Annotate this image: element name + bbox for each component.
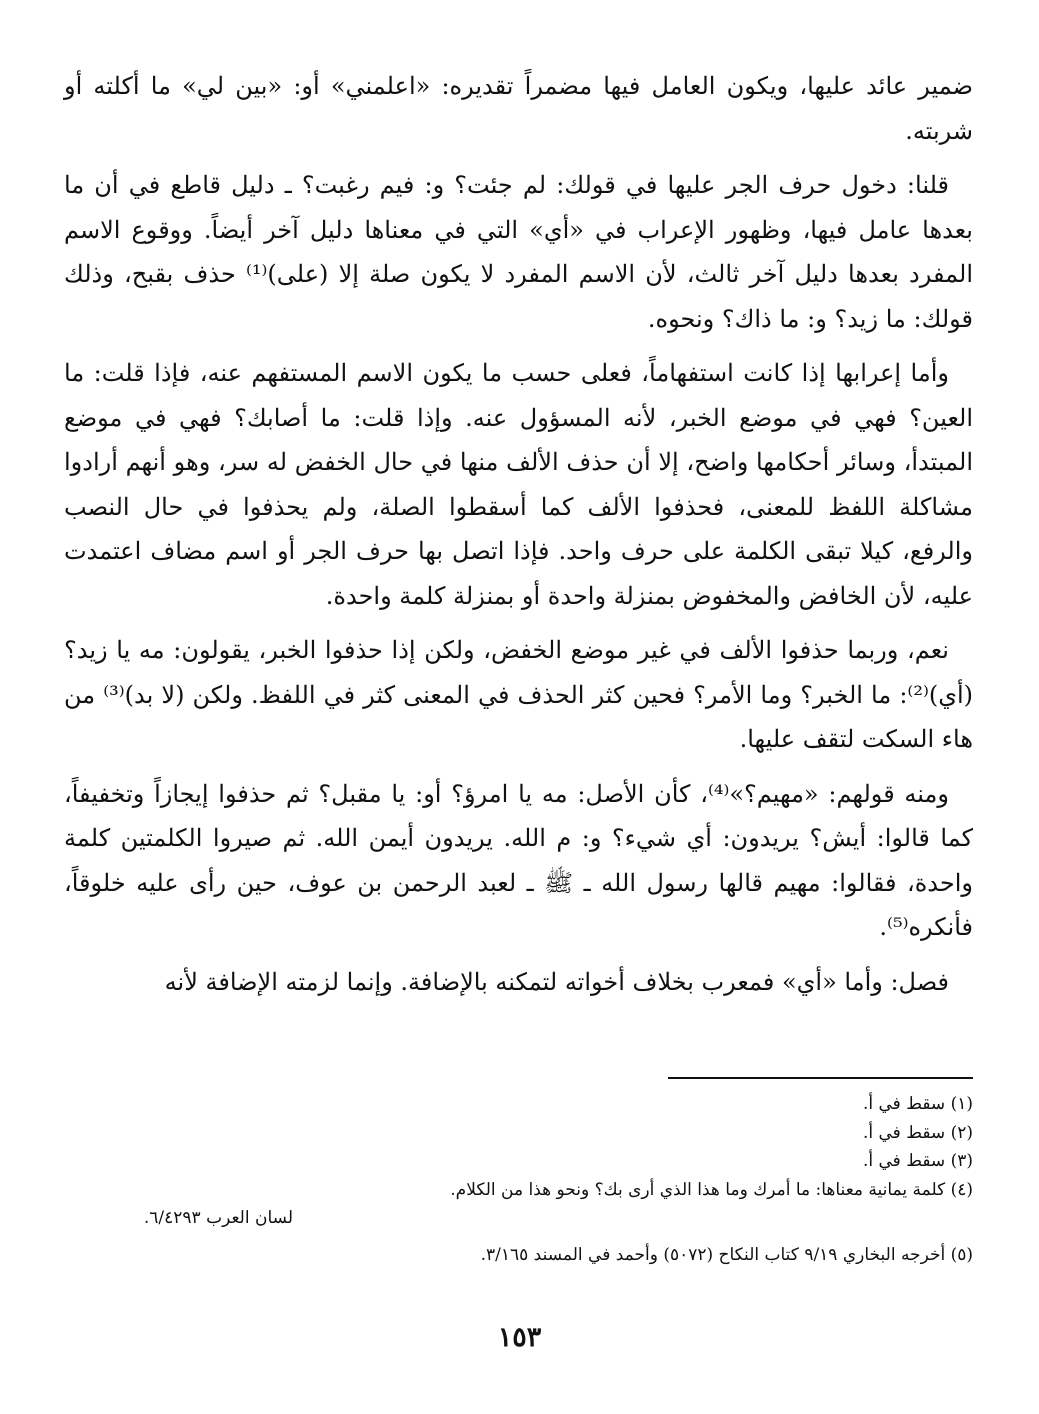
footnote-4: (٤) كلمة يمانية معناها: ما أمرك وما هذا الذي أرى بك؟ ونحو هذا من الكلام.: [450, 1179, 973, 1200]
footnote-3: (٣) سقط في أ.: [862, 1151, 973, 1171]
paragraph-1: ضمير عائد عليها، ويكون العامل فيها مضمراً تقديره: «اعلمني» أو: «بين لي» ما أكلته أو شربته.: [64, 72, 973, 145]
footnote-divider: [668, 1077, 973, 1079]
footnote-2: (٢) سقط في أ.: [862, 1122, 973, 1143]
footnote-5: (٥) أخرجه البخاري ٩/١٩ كتاب النكاح (٥٠٧٢) وأحمد في المسند ٣/١٦٥.: [480, 1244, 973, 1265]
paragraph-3: وأما إعرابها إذا كانت استفهاماً، فعلى حسب ما يكون الاسم المستفهم عنه، فإذا قلت: ما العين؟ فهي في موضع الخبر، لأنه المسؤول عنه. وإذا قلت: ما أصابك؟ فهي في موضع المبتدأ، وسائر أحكامها واضح، إلا أن حذف الألف منها في حال الخفض له سر، وهو أنهم أرادوا مشاكلة اللفظ للمعنى، فحذفوا الألف كما أسقطوا الصلة، ولم يحذفوا في حال النصب والرفع، كيلا تبقى الكلمة على حرف واحد. فإذا اتصل بها حرف الجر أو اسم مضاف اعتمدت عليه، لأن الخافض والمخفوض بمنزلة واحدة أو بمنزلة كلمة واحدة.: [64, 359, 974, 610]
footnotes: [64, 1090, 973, 1269]
paragraph-5: ومنه قولهم: «مهيم؟»⁽⁴⁾، كأن الأصل: مه يا امرؤ؟ أو: يا مقبل؟ ثم حذفوا إيجازاً وتخفيفاً، كما قالوا: أيش؟ يريدون: أي شيء؟ و: م الله. يريدون أيمن الله. ثم صيروا الكلمتين كلمة واحدة، فقالوا: مهيم قالها رسول الله ـ ﷺ ـ لعبد الرحمن بن عوف، حين رأى عليه خلوقاً، فأنكره⁽⁵⁾.: [64, 779, 973, 941]
paragraph-4: نعم، وربما حذفوا الألف في غير موضع الخفض، ولكن إذا حذفوا الخبر، يقولون: مه يا زيد؟ (أي)⁽²⁾: ما الخبر؟ وما الأمر؟ فحين كثر الحذف في المعنى كثر في اللفظ. ولكن (لا بد)⁽³⁾ من هاء السكت لتقف عليها.: [64, 636, 974, 753]
footnote-1: (١) سقط في أ.: [862, 1094, 973, 1114]
page-number: ١٥٣: [497, 1322, 542, 1353]
paragraph-2: قلنا: دخول حرف الجر عليها في قولك: لم جئت؟ و: فيم رغبت؟ ـ دليل قاطع في أن ما بعدها عامل فيها، وظهور الإعراب في «أي» التي في معناها دليل آخر أيضاً. ووقوع الاسم المفرد بعدها دليل آخر ثالث، لأن الاسم المفرد لا يكون صلة إلا (على)⁽¹⁾ حذف بقبح، وذلك قولك: ما زيد؟ و: ما ذاك؟ ونحوه.: [64, 171, 973, 333]
paragraph-6: فصل: وأما «أي» فمعرب بخلاف أخواته لتمكنه بالإضافة. وإنما لزمته الإضافة لأنه: [164, 967, 949, 996]
main-text: [64, 64, 973, 1014]
footnote-4-source: لسان العرب ٦/٤٢٩٣.: [143, 1208, 293, 1228]
